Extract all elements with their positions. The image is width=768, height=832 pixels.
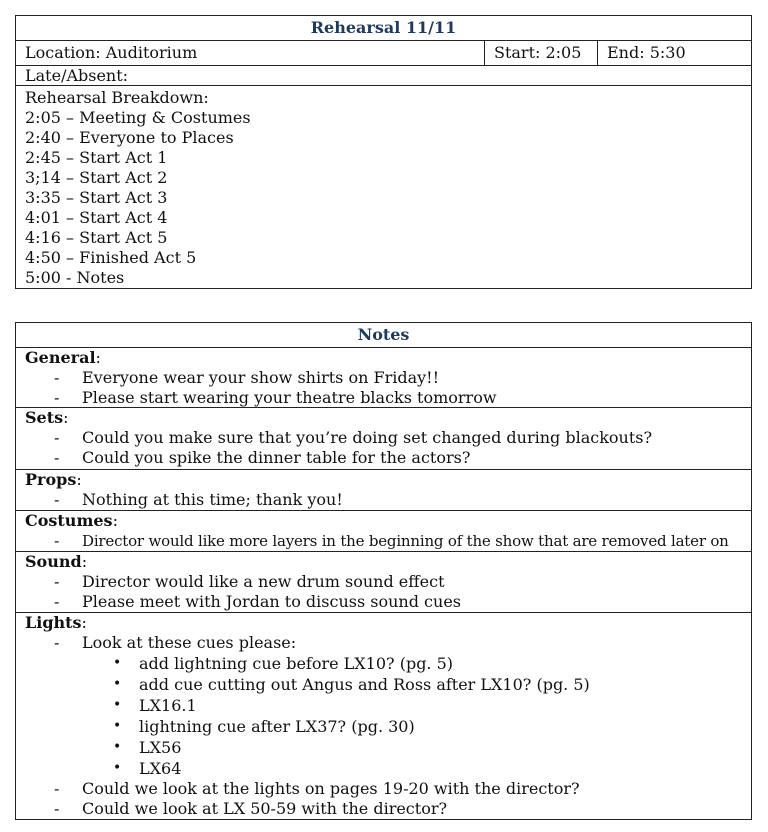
notes-section-general: General: - Everyone wear your show shirts on Friday!! - Please start wearing your theatre blacks tomorrow <box>16 348 751 408</box>
bullet-marker: • <box>113 655 122 671</box>
note-text: Could we look at the lights on pages 19-20 with the director? <box>82 779 580 798</box>
rehearsal-info-row <box>16 41 751 66</box>
schedule-item: 4:16 – Start Act 5 <box>25 228 168 247</box>
section-heading: General <box>25 348 96 367</box>
location-cell: Location: Auditorium <box>16 41 485 65</box>
cue-item <box>16 716 751 737</box>
note-text: Could you spike the dinner table for the actors? <box>82 448 471 467</box>
dash-marker: - <box>54 490 60 509</box>
bullet-marker: • <box>113 718 122 734</box>
list-item <box>16 531 751 551</box>
list-item <box>16 633 751 653</box>
dash-marker: - <box>54 368 60 387</box>
notes-table <box>15 322 752 820</box>
note-text: Please meet with Jordan to discuss sound cues <box>82 592 461 611</box>
schedule-item: 5:00 - Notes <box>25 268 125 287</box>
section-heading: Costumes <box>25 511 113 530</box>
notes-section-costumes: Costumes: - Director would like more layers in the beginning of the show that are removed later on <box>16 511 751 552</box>
list-item <box>16 448 751 468</box>
list-item <box>16 572 751 592</box>
notes-section-sets: Sets: - Could you make sure that you’re doing set changed during blackouts? - Could you spike the dinner table for the actors? <box>16 408 751 470</box>
note-text: Everyone wear your show shirts on Friday!! <box>82 368 440 387</box>
cue-item <box>16 674 751 695</box>
cue-item <box>16 695 751 716</box>
dash-marker: - <box>54 428 60 447</box>
section-heading: Props <box>25 470 77 489</box>
rehearsal-breakdown <box>16 86 751 288</box>
rehearsal-table <box>15 15 752 289</box>
list-item <box>16 779 751 799</box>
dash-marker: - <box>54 448 60 467</box>
cue-item <box>16 758 751 779</box>
notes-section-lights: Lights: - Look at these cues please: • add lightning cue before LX10? (pg. 5) • add cue cutting out Angus and Ross after LX10? (pg. 5) • LX16.1 • lightning cue after LX37? (pg. 30) • LX56 • LX64 - Could we look at the lights on pages 19-20 with the director? - Could we look at LX 50-59 with the director? <box>16 613 751 819</box>
cue-text: add lightning cue before LX10? (pg. 5) <box>139 654 454 673</box>
note-text: Director would like a new drum sound effect <box>82 572 445 591</box>
note-text: Nothing at this time; thank you! <box>82 490 343 509</box>
notes-section-props: Props: - Nothing at this time; thank you! <box>16 470 751 511</box>
end-time-cell: End: 5:30 <box>607 43 686 62</box>
note-text: Director would like more layers in the beginning of the show that are removed later on <box>82 532 729 550</box>
list-item <box>16 388 751 408</box>
dash-marker: - <box>54 779 60 798</box>
dash-marker: - <box>54 388 60 407</box>
schedule-item: 3;14 – Start Act 2 <box>25 168 168 187</box>
list-item <box>16 428 751 448</box>
schedule-item: 2:40 – Everyone to Places <box>25 128 234 147</box>
cue-item <box>16 737 751 758</box>
list-item <box>16 799 751 819</box>
note-text: Look at these cues please: <box>82 633 297 652</box>
schedule-item: 4:01 – Start Act 4 <box>25 208 168 227</box>
schedule-item: 4:50 – Finished Act 5 <box>25 248 197 267</box>
dash-marker: - <box>54 592 60 611</box>
bullet-marker: • <box>113 760 122 776</box>
late-absent-cell: Late/Absent: <box>16 66 751 86</box>
schedule-item: 3:35 – Start Act 3 <box>25 188 168 207</box>
dash-marker: - <box>54 799 60 818</box>
notes-section-sound: Sound: - Director would like a new drum sound effect - Please meet with Jordan to discuss sound cues <box>16 552 751 613</box>
rehearsal-title: Rehearsal 11/11 <box>16 16 751 41</box>
start-time-cell: Start: 2:05 <box>485 41 598 65</box>
list-item <box>16 592 751 612</box>
section-heading: Sets <box>25 408 64 427</box>
section-heading: Lights <box>25 613 82 632</box>
cue-text: LX56 <box>139 738 182 757</box>
dash-marker: - <box>54 531 60 550</box>
bullet-marker: • <box>113 697 122 713</box>
note-text: Please start wearing your theatre blacks tomorrow <box>82 388 497 407</box>
list-item <box>16 368 751 388</box>
dash-marker: - <box>54 633 60 652</box>
cue-item <box>16 653 751 674</box>
cue-text: LX64 <box>139 759 182 778</box>
bullet-marker: • <box>113 676 122 692</box>
note-text: Could you make sure that you’re doing set changed during blackouts? <box>82 428 653 447</box>
dash-marker: - <box>54 572 60 591</box>
cue-text: add cue cutting out Angus and Ross after LX10? (pg. 5) <box>139 675 590 694</box>
breakdown-label: Rehearsal Breakdown: <box>25 88 209 107</box>
section-heading: Sound <box>25 552 82 571</box>
notes-title: Notes <box>16 323 751 348</box>
bullet-marker: • <box>113 739 122 755</box>
list-item <box>16 490 751 510</box>
note-text: Could we look at LX 50-59 with the director? <box>82 799 448 818</box>
schedule-item: 2:45 – Start Act 1 <box>25 148 168 167</box>
schedule-item: 2:05 – Meeting & Costumes <box>25 108 251 127</box>
cue-text: LX16.1 <box>139 696 197 715</box>
cue-text: lightning cue after LX37? (pg. 30) <box>139 717 415 736</box>
